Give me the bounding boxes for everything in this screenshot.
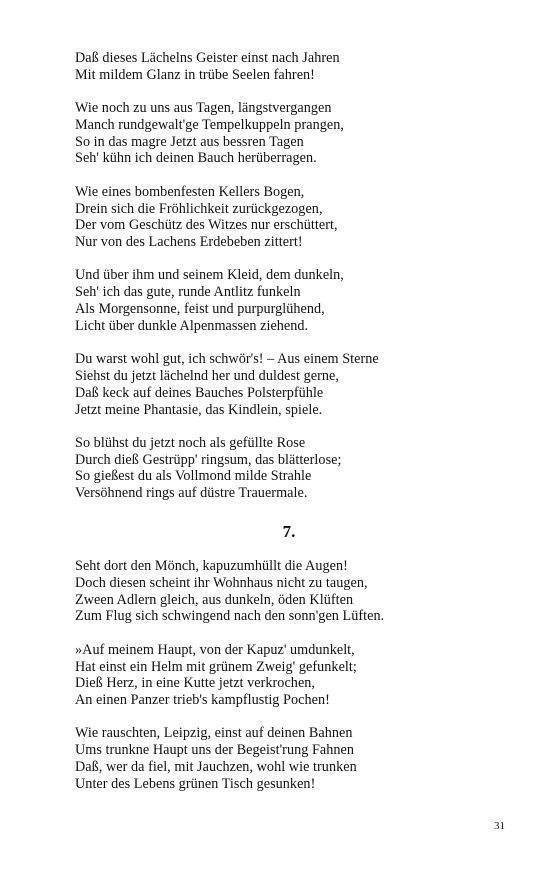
verse-line: Daß, wer da fiel, mit Jauchzen, wohl wie trunken: [75, 759, 357, 775]
verse-line: Und über ihm und seinem Kleid, dem dunkeln,: [75, 267, 344, 284]
verse-line: An einen Panzer trieb's kampflustig Pochen!: [75, 692, 330, 709]
verse-line: Du warst wohl gut, ich schwör's! – Aus einem Sterne: [75, 351, 379, 368]
verse-line: Wie rauschten, Leipzig, einst auf deinen Bahnen: [75, 725, 353, 742]
stanza: [75, 184, 495, 251]
verse-line: Daß keck auf deines Bauches Polsterpfühle: [75, 384, 324, 401]
verse-line: Siehst du jetzt lächelnd her und duldest gerne,: [75, 367, 339, 384]
verse-line: Wie eines bombenfesten Kellers Bogen,: [75, 183, 305, 200]
verse-line: Zum Flug sich schwingend nach den sonn'gen Lüften.: [75, 608, 385, 625]
stanza: [75, 351, 495, 418]
verse-line: Zween Adlern gleich, aus dunkeln, öden Klüften: [75, 591, 354, 608]
verse-line: Jetzt meine Phantasie, das Kindlein, spiele.: [75, 401, 323, 418]
poem-content: [75, 50, 495, 809]
verse-line: Seh' ich das gute, runde Antlitz funkeln: [75, 284, 301, 301]
verse-line: So in das magre Jetzt aus bessren Tagen: [75, 133, 304, 150]
verse-line: Versöhnend rings auf düstre Trauermale.: [75, 485, 308, 502]
verse-line: Manch rundgewalt'ge Tempelkuppeln prangen,: [75, 116, 344, 133]
verse-line: Mit mildem Glanz in trübe Seelen fahren!: [75, 66, 315, 83]
stanza: [75, 558, 495, 625]
verse-line: Der vom Geschütz des Witzes nur erschüttert,: [75, 217, 338, 234]
verse-line: Ums trunkne Haupt uns der Begeist'rung Fahnen: [75, 742, 355, 759]
verse-line: Seh' kühn ich deinen Bauch herüberragen.: [75, 150, 317, 167]
stanza: [75, 642, 495, 709]
verse-line: So gießest du als Vollmond milde Strahle: [75, 468, 312, 485]
stanza: [75, 267, 495, 334]
verse-line: So blühst du jetzt noch als gefüllte Rose: [75, 434, 306, 451]
stanza: [75, 100, 495, 167]
stanza: [75, 435, 495, 502]
verse-line: Als Morgensonne, feist und purpurglühend,: [75, 301, 325, 318]
page-number: 31: [494, 820, 505, 832]
verse-line: Licht über dunkle Alpenmassen ziehend.: [75, 317, 309, 334]
verse-line: Drein sich die Fröhlichkeit zurückgezogen,: [75, 200, 323, 217]
verse-line: Nur von des Lachens Erdebeben zittert!: [75, 234, 303, 251]
verse-line: Doch diesen scheint ihr Wohnhaus nicht zu taugen,: [75, 574, 368, 591]
verse-line: Dieß Herz, in eine Kutte jetzt verkrochen,: [75, 675, 316, 692]
section-number: 7.: [282, 522, 296, 542]
verse-line: Wie noch zu uns aus Tagen, längstvergangen: [75, 100, 332, 117]
verse-line: Daß dieses Lächelns Geister einst nach Jahren: [75, 50, 340, 66]
verse-line: Hat einst ein Helm mit grünem Zweig' gefunkelt;: [75, 658, 357, 675]
verse-line: Durch dieß Gestrüpp' ringsum, das blätterlose;: [75, 451, 342, 468]
verse-line: Unter des Lebens grünen Tisch gesunken!: [75, 775, 316, 792]
stanza: [75, 725, 495, 792]
stanza: [75, 50, 495, 84]
verse-line: Seht dort den Mönch, kapuzumhüllt die Augen!: [75, 558, 348, 575]
verse-line: »Auf meinem Haupt, von der Kapuz' umdunkelt,: [75, 641, 355, 658]
